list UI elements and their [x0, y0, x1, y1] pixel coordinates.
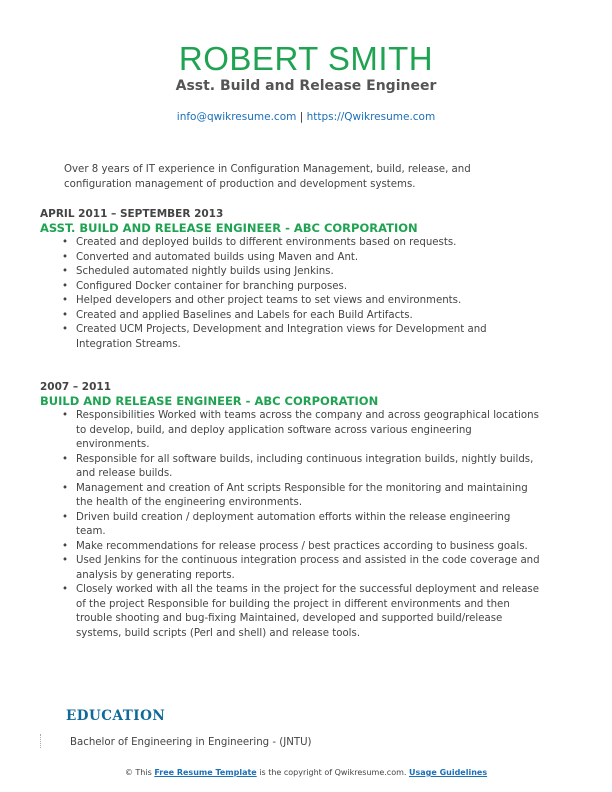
list-item: • Driven build creation / deployment automation efforts within the release engineering team.	[62, 511, 511, 537]
list-item: • Make recommendations for release process / best practices according to business goals.	[40, 540, 540, 555]
list-item: • Created UCM Projects, Development and Integration views for Development and Integration Streams.	[62, 324, 487, 350]
job-dates: APRIL 2011 – SEPTEMBER 2013	[40, 208, 224, 220]
job-dates: 2007 – 2011	[40, 381, 112, 393]
job-entry-2	[40, 381, 540, 641]
list-item: • Scheduled automated nightly builds using Jenkins.	[40, 265, 540, 280]
job-heading: ASST. BUILD AND RELEASE ENGINEER - ABC CORPORATION	[40, 221, 418, 235]
website-link[interactable]: https://Qwikresume.com	[306, 111, 436, 123]
bullet-icon: •	[62, 453, 69, 465]
bullet-icon: •	[62, 555, 69, 566]
bullet-icon: •	[62, 324, 69, 335]
footer	[0, 768, 612, 777]
summary-paragraph: Over 8 years of IT experience in Configuration Management, build, release, and configuration management of production and development systems.	[64, 164, 471, 190]
email-link[interactable]: info@qwikresume.com	[176, 111, 297, 123]
job-bullets	[40, 236, 540, 352]
list-item: • Used Jenkins for the continuous integration process and assisted in the code coverage and analysis by generating reports.	[62, 555, 540, 581]
bullet-icon: •	[62, 266, 69, 277]
list-item: • Responsible for all software builds, including continuous integration builds, nightly builds, and release builds.	[62, 453, 534, 479]
education-heading: EDUCATION	[66, 708, 166, 724]
bullet-icon: •	[62, 280, 69, 292]
contact-line	[0, 110, 612, 124]
bullet-icon: •	[62, 309, 69, 321]
bullet-icon: •	[62, 410, 69, 421]
job-entry-1	[40, 208, 540, 352]
free-resume-template-link[interactable]: Free Resume Template	[154, 768, 257, 777]
footer-prefix: © This	[124, 768, 152, 777]
candidate-name: ROBERT SMITH	[178, 40, 434, 77]
usage-guidelines-link[interactable]: Usage Guidelines	[408, 768, 488, 777]
job-title: Asst. Build and Release Engineer	[175, 78, 437, 94]
bullet-icon: •	[62, 511, 69, 523]
list-item: • Configured Docker container for branching purposes.	[40, 280, 540, 295]
contact-separator: |	[299, 111, 304, 123]
footer-copyright: is the copyright of Qwikresume.com.	[259, 768, 407, 777]
job-bullets	[40, 409, 540, 641]
education-entry: Bachelor of Engineering in Engineering - (JNTU)	[70, 737, 312, 748]
list-item: • Created and deployed builds to different environments based on requests.	[40, 236, 540, 251]
education-divider	[40, 734, 45, 748]
job-heading: BUILD AND RELEASE ENGINEER - ABC CORPORATION	[40, 394, 379, 408]
bullet-icon: •	[62, 251, 69, 263]
list-item: • Helped developers and other project teams to set views and environments.	[40, 294, 540, 309]
list-item: • Converted and automated builds using Maven and Ant.	[40, 251, 540, 266]
bullet-icon: •	[62, 295, 69, 306]
list-item: • Responsibilities Worked with teams across the company and across geographical locations to develop, build, and deploy application software across various engineering environments.	[62, 410, 539, 450]
bullet-icon: •	[62, 237, 69, 248]
list-item: • Created and applied Baselines and Labels for each Build Artifacts.	[40, 309, 540, 324]
bullet-icon: •	[62, 540, 69, 552]
list-item: • Management and creation of Ant scripts Responsible for the monitoring and maintaining the health of the engineering environments.	[62, 482, 528, 508]
bullet-icon: •	[62, 482, 69, 494]
list-item: • Closely worked with all the teams in the project for the successful deployment and release of the project Responsible for building the project in different environments and then trouble shooting and bug-fixing Maintained, developed and supported build/release systems, build scripts (Perl and shell) and release tools.	[62, 584, 540, 639]
bullet-icon: •	[62, 584, 69, 595]
